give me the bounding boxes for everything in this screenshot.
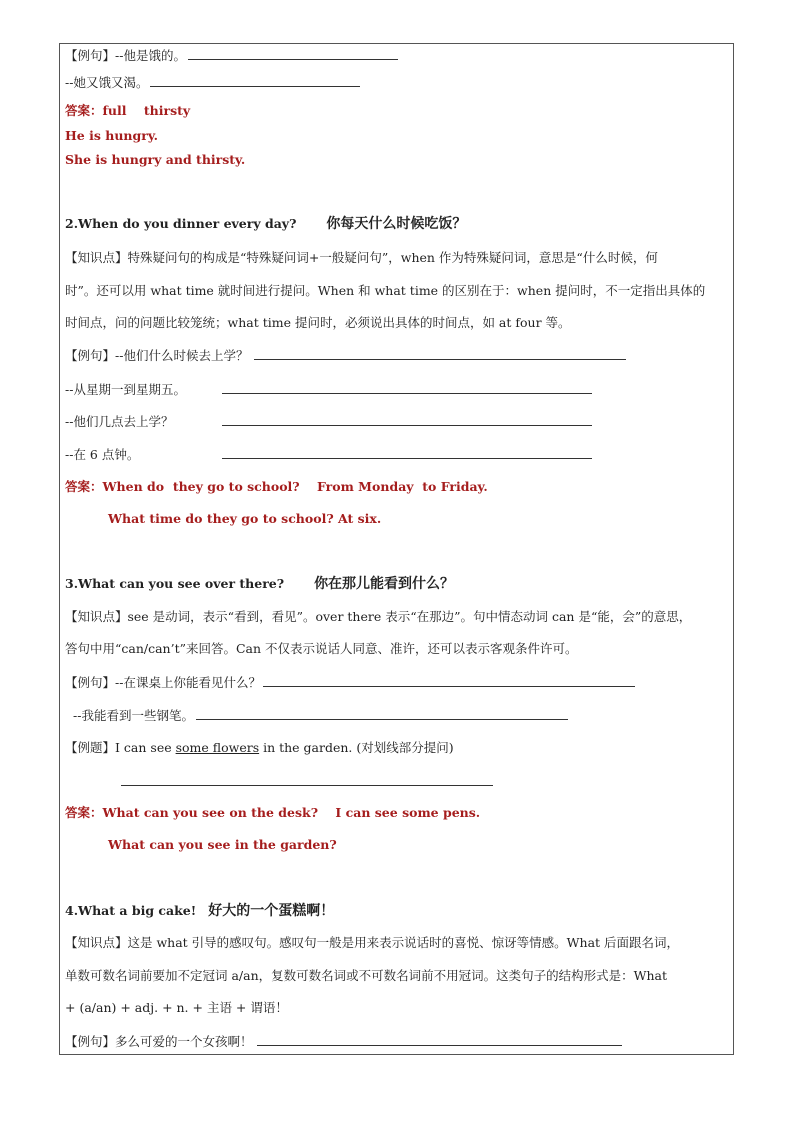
example-line (65, 674, 635, 691)
exercise-label: 【例题】 (65, 740, 116, 755)
knowledge-point-line: + (a/an) + adj. + n. + 主语 + 谓语！ (65, 1000, 288, 1015)
exercise-text: in the garden. (对划线部分提问) (259, 740, 454, 755)
section-heading (65, 576, 454, 592)
answer-blank[interactable] (222, 381, 592, 394)
answer-label: 答案： (65, 805, 103, 820)
answer-blank[interactable] (121, 773, 493, 786)
underlined-phrase: some flowers (175, 740, 260, 755)
answer-text: What can you see on the desk? I can see some pens. (102, 805, 481, 820)
answer-line (65, 103, 190, 119)
example-text: 【例句】--他是饿的。 (65, 48, 186, 63)
answer-label: 答案： (65, 103, 103, 118)
answer-blank[interactable] (222, 413, 592, 426)
answer-line (65, 805, 480, 821)
heading-en: 3.What can you see over there? (65, 576, 285, 591)
answer-line (65, 479, 488, 495)
answer-blank[interactable] (257, 1033, 622, 1046)
exercise-line (65, 740, 454, 756)
heading-cn: 你每天什么时候吃饭？ (326, 216, 467, 232)
example-line (65, 1033, 622, 1050)
knowledge-point-line: 【知识点】see 是动词，表示“看到，看见”。over there 表示“在那边”。句中情态动词 can 是“能，会”的意思， (65, 609, 692, 624)
knowledge-point-line: 答句中用“can/can’t”来回答。Can 不仅表示说话人同意、准许，还可以表示客观条件许可。 (65, 641, 578, 656)
answer-blank[interactable] (188, 47, 398, 60)
knowledge-point-line: 【知识点】特殊疑问句的构成是“特殊疑问词+一般疑问句”，when 作为特殊疑问词，意思是“什么时候，何 (65, 250, 658, 265)
heading-cn: 你在那儿能看到什么？ (314, 576, 455, 592)
answer-label: 答案： (65, 479, 103, 494)
heading-cn: 好大的一个蛋糕啊！ (208, 903, 335, 919)
example-text: --在 6 点钟。 (65, 447, 140, 462)
knowledge-point-line: 时”。还可以用 what time 就时间进行提问。When 和 what time 的区别在于：when 提问时，不一定指出具体的 (65, 283, 706, 298)
example-text: 【例句】多么可爱的一个女孩啊！ (65, 1034, 253, 1049)
example-line (65, 381, 592, 398)
example-text: --他们几点去上学？ (65, 414, 174, 429)
answer-blank[interactable] (196, 707, 568, 720)
answer-blank[interactable] (222, 446, 592, 459)
section-heading (65, 903, 334, 919)
section-heading (65, 216, 466, 232)
example-text: --我能看到一些钢笔。 (73, 708, 194, 723)
example-line (65, 413, 592, 430)
answer-line: She is hungry and thirsty. (65, 152, 246, 167)
answer-blank[interactable] (254, 347, 626, 360)
answer-blank[interactable] (150, 74, 360, 87)
example-text: --从星期一到星期五。 (65, 382, 186, 397)
exercise-text: I can see (115, 740, 176, 755)
example-text: 【例句】--在课桌上你能看见什么？ (65, 675, 261, 690)
answer-line: What can you see in the garden? (108, 837, 337, 852)
knowledge-point-line: 时间点，问的问题比较笼统；what time 提问时，必须说出具体的时间点，如 at four 等。 (65, 315, 571, 330)
example-line (73, 707, 568, 724)
answer-line: What time do they go to school? At six. (108, 511, 382, 526)
answer-blank[interactable] (263, 674, 635, 687)
heading-en: 4.What a big cake! (65, 903, 197, 918)
knowledge-point-line: 【知识点】这是 what 引导的感叹句。感叹句一般是用来表示说话时的喜悦、惊讶等情感。What 后面跟名词， (65, 935, 680, 950)
example-line (65, 446, 592, 463)
answer-line: He is hungry. (65, 128, 159, 143)
knowledge-point-line: 单数可数名词前要加不定冠词 a/an，复数可数名词或不可数名词前不用冠词。这类句子的结构形式是：What (65, 968, 668, 983)
example-text: 【例句】--他们什么时候去上学？ (65, 348, 249, 363)
example-line (65, 347, 626, 364)
example-line (65, 74, 360, 91)
example-line (65, 47, 398, 64)
answer-text: When do they go to school? From Monday to Friday. (102, 479, 488, 494)
example-text: --她又饿又渴。 (65, 75, 149, 90)
answer-text: full thirsty (102, 103, 191, 118)
heading-en: 2.When do you dinner every day? (65, 216, 297, 231)
